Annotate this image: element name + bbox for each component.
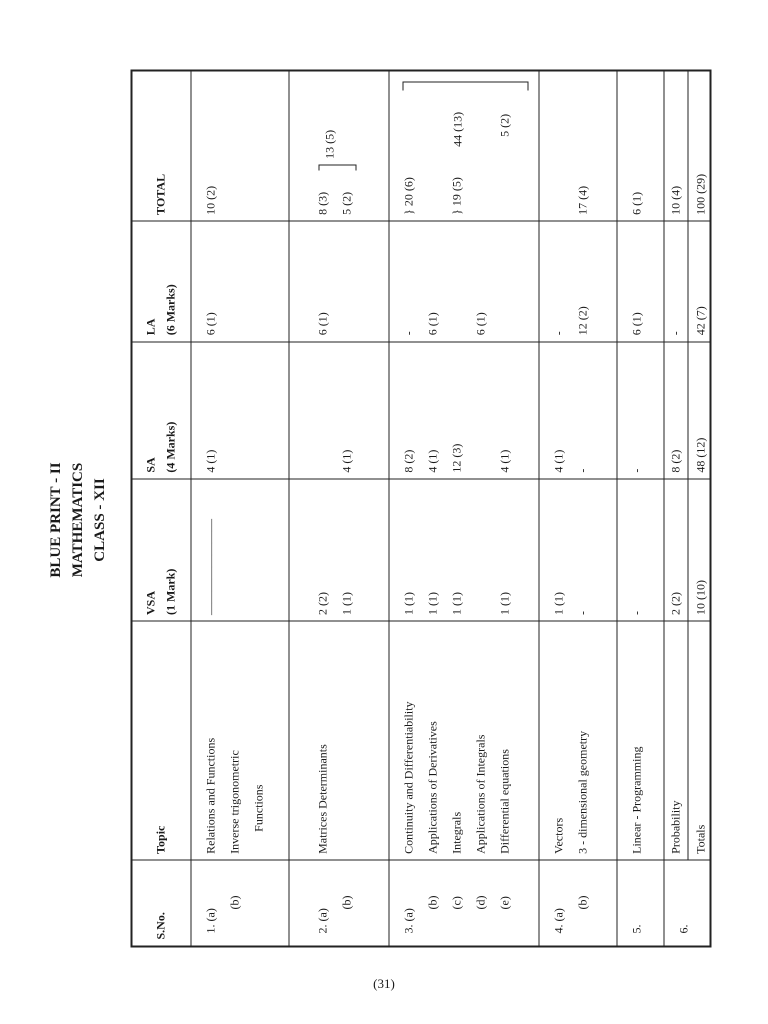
sa-4b: - — [575, 468, 589, 473]
topic-differential-equations: Differential equations — [497, 748, 511, 854]
cell-sa — [190, 341, 288, 478]
topic-3d-geometry: 3 - dimensional geometry — [575, 730, 589, 854]
table-row-4 — [538, 71, 617, 945]
cell-topic — [288, 621, 388, 860]
cell-la — [388, 220, 538, 340]
cell-sa — [288, 341, 388, 478]
la-3a: - — [401, 330, 415, 335]
topic-continuity: Continuity and Differentiability — [401, 700, 415, 854]
title-line-2: MATHEMATICS — [70, 462, 86, 578]
sno-4a: 4. (a) — [551, 907, 565, 933]
sa-3c: 12 (3) — [449, 443, 463, 473]
la-3e — [492, 227, 516, 334]
title-line-3: CLASS - XII — [92, 478, 108, 562]
cell-total — [288, 71, 388, 220]
title-line-1: BLUE PRINT - II — [48, 462, 64, 578]
cell-total — [388, 71, 538, 220]
total-4: 17 (4) — [575, 185, 589, 215]
total-2-sum: 13 (5) — [322, 129, 336, 159]
vsa-6: 2 (2) — [663, 479, 688, 620]
total-6: 10 (4) — [663, 71, 688, 220]
cell-sa — [388, 341, 538, 478]
vsa-3e: 1 (1) — [497, 591, 511, 615]
table-row-1 — [190, 71, 289, 945]
table-row-6-and-totals — [663, 71, 711, 945]
cell-sa — [616, 341, 663, 478]
header-total — [132, 71, 190, 220]
sa-4a: 4 (1) — [551, 449, 565, 473]
cell-vsa — [538, 478, 616, 620]
header-la-label: LA — [143, 318, 157, 335]
la-2a: 6 (1) — [315, 311, 329, 335]
table-row-3 — [388, 71, 539, 945]
topic-relations: Relations and Functions — [203, 737, 217, 854]
la-6: - — [663, 221, 688, 340]
topic-integrals: Integrals — [449, 811, 463, 854]
sa-5: - — [629, 468, 643, 473]
cell-la — [663, 220, 711, 340]
topic-applications-derivatives: Applications of Derivatives — [425, 720, 439, 854]
total-5: 6 (1) — [629, 191, 643, 215]
header-topic-label: Topic — [153, 825, 167, 854]
sno-2a: 2. (a) — [315, 907, 329, 933]
header-topic — [132, 621, 190, 860]
vsa-3a: 1 (1) — [401, 591, 415, 615]
cell-topic — [388, 621, 538, 860]
blueprint-table-wrapper — [130, 69, 711, 947]
table-header-row — [132, 71, 191, 945]
header-sa-marks: (4 Marks) — [163, 421, 177, 473]
sno-5: 5. — [629, 924, 643, 933]
total-1: 10 (2) — [203, 185, 217, 215]
topic-applications-integrals: Applications of Integrals — [473, 734, 487, 854]
grand-total: 100 (29) — [693, 173, 707, 215]
header-sa — [132, 341, 190, 478]
sa-3d — [468, 348, 492, 472]
sno-6: 6. — [676, 924, 690, 933]
blueprint-table — [130, 69, 711, 947]
cell-sno — [190, 859, 288, 945]
topic-inverse-trig-cont: Functions — [251, 784, 265, 832]
sa-3a: 8 (2) — [401, 449, 415, 473]
vsa-3b: 1 (1) — [425, 591, 439, 615]
vsa-2a: 2 (2) — [315, 591, 329, 615]
sa-2b: 4 (1) — [339, 449, 353, 473]
vsa-4b: - — [575, 610, 589, 615]
cell-total — [616, 71, 663, 220]
header-vsa-marks: (1 Mark) — [163, 568, 177, 615]
cell-sno — [388, 859, 538, 945]
cell-topic — [616, 621, 663, 860]
document-title — [45, 370, 115, 670]
sno-3b: (b) — [425, 895, 439, 909]
la-3d: 6 (1) — [473, 311, 487, 335]
cell-vsa — [388, 478, 538, 620]
cell-total — [190, 71, 288, 220]
cell-vsa — [288, 478, 388, 620]
header-vsa — [132, 478, 190, 620]
cell-la — [538, 220, 616, 340]
cell-la — [288, 220, 388, 340]
cell-vsa — [616, 478, 663, 620]
header-total-label: TOTAL — [153, 173, 167, 215]
cell-total — [663, 71, 711, 220]
la-total: 42 (7) — [693, 305, 707, 335]
sa-6: 8 (2) — [663, 342, 688, 478]
page-number: (31) — [373, 976, 395, 991]
sno-3a: 3. (a) — [401, 907, 415, 933]
vsa-4a: 1 (1) — [551, 591, 565, 615]
header-sa-label: SA — [143, 456, 157, 473]
sa-total: 48 (12) — [693, 437, 707, 473]
sno-1b: (b) — [227, 895, 241, 909]
totals-label: Totals — [693, 824, 707, 854]
vsa-3c: 1 (1) — [449, 591, 463, 615]
vsa-2b: 1 (1) — [339, 591, 353, 615]
sa-1a: 4 (1) — [203, 449, 217, 473]
vsa-3d — [468, 485, 492, 614]
cell-la — [190, 220, 288, 340]
header-sno — [132, 859, 190, 945]
cell-total — [538, 71, 616, 220]
header-la-marks: (6 Marks) — [163, 283, 177, 335]
header-vsa-label: VSA — [143, 590, 157, 615]
total-3-group3: 5 (2) — [497, 113, 511, 137]
la-4a: - — [551, 330, 565, 335]
cell-sa — [663, 341, 711, 478]
cell-sa — [538, 341, 616, 478]
header-la — [132, 220, 190, 340]
total-3-group2: } 19 (5) — [449, 176, 463, 215]
sno-3d: (d) — [473, 895, 487, 909]
vsa-5: - — [629, 610, 643, 615]
sno-4b: (b) — [575, 895, 589, 909]
sno-3c: (c) — [449, 895, 463, 909]
cell-sno — [616, 859, 663, 945]
la-4b: 12 (2) — [575, 305, 589, 335]
sa-3b: 4 (1) — [425, 449, 439, 473]
vsa-dash-line: ———————— — [203, 518, 217, 615]
cell-sno — [538, 859, 616, 945]
cell-sno — [288, 859, 388, 945]
cell-topic — [190, 621, 288, 860]
table-row-2 — [288, 71, 389, 945]
cell-sno — [663, 859, 711, 945]
sno-2b: (b) — [339, 895, 353, 909]
total-3-group1: } 20 (6) — [401, 176, 415, 215]
header-sno-label: S.No. — [153, 911, 167, 939]
topic-inverse-trig: Inverse trigonometric — [227, 749, 241, 854]
topic-probability: Probability — [663, 621, 688, 859]
la-5: 6 (1) — [629, 311, 643, 335]
la-3c — [444, 227, 468, 334]
la-3b: 6 (1) — [425, 311, 439, 335]
cell-topic — [663, 620, 711, 859]
total-2b: 5 (2) — [339, 191, 353, 215]
topic-linear-programming: Linear - Programming — [629, 746, 643, 854]
la-1a: 6 (1) — [203, 311, 217, 335]
topic-vectors: Vectors — [551, 817, 565, 854]
topic-matrices: Matrices Determinants — [315, 743, 329, 854]
cell-vsa — [190, 478, 288, 620]
vsa-total: 10 (10) — [693, 579, 707, 615]
sno-1a: 1. (a) — [203, 907, 217, 933]
sa-3e: 4 (1) — [497, 449, 511, 473]
total-3-bracket — [402, 81, 528, 90]
total-2-bracket — [318, 164, 356, 170]
cell-vsa — [663, 478, 711, 620]
table-row-5 — [616, 71, 664, 945]
total-3-sum: 44 (13) — [450, 111, 464, 147]
cell-la — [616, 220, 663, 340]
sno-3e: (e) — [497, 895, 511, 909]
cell-topic — [538, 621, 616, 860]
total-2a: 8 (3) — [315, 191, 329, 215]
